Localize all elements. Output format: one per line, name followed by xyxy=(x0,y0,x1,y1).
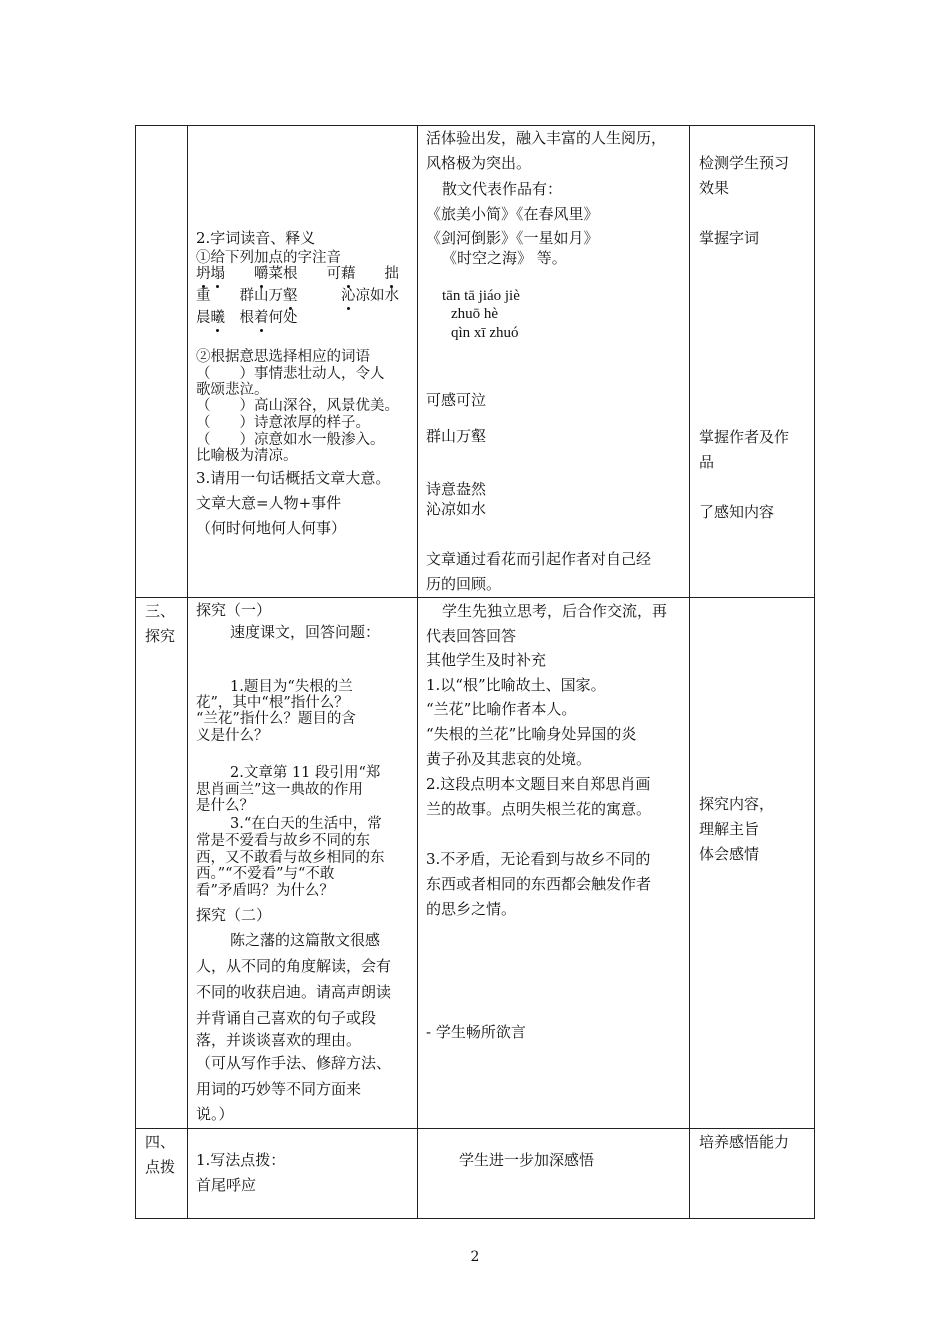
goal-text: 培养感悟能力 xyxy=(699,1133,790,1151)
explore-answer: 3.不矛盾，无论看到与故乡不同的 xyxy=(426,850,651,868)
q1-words-row3: 晨曦 根着何处 xyxy=(196,310,298,326)
explore1-q2: 2.文章第 11 段引用“郑 xyxy=(230,765,381,781)
author-intro: 活体验出发，融入丰富的人生阅历， xyxy=(426,129,667,147)
explore-answer: 的思乡之情。 xyxy=(426,900,517,918)
explore2-text: 不同的收获启迪。请高声朗读 xyxy=(196,983,392,1001)
goal-text: 理解主旨 xyxy=(699,820,760,838)
explore-answer: 东西或者相同的东西都会触发作者 xyxy=(426,875,652,893)
column-divider xyxy=(417,126,418,1218)
word-answer: 群山万壑 xyxy=(426,427,487,445)
row-divider xyxy=(136,597,814,598)
explore-answer: 黄子孙及其悲哀的处境。 xyxy=(426,750,592,768)
student-activity: 代表回答回答 xyxy=(426,627,517,645)
word-answer: 可感可泣 xyxy=(426,391,487,409)
pinyin-answer: tān tā jiáo jiè xyxy=(442,288,520,304)
explore1-title: 探究（一） xyxy=(196,601,272,619)
q2-title: ②根据意思选择相应的词语 xyxy=(196,349,370,365)
explore-answer: 兰的故事。点明失根兰花的寓意。 xyxy=(426,800,652,818)
pinyin-answer: zhuō hè xyxy=(451,306,499,322)
student-activity: 其他学生及时补充 xyxy=(426,651,547,669)
works-list: 《剑河倒影》《一星如月》 xyxy=(426,229,599,247)
explore1-q2: 思肖画兰”这一典故的作用 xyxy=(196,782,363,798)
explore1-q3: 看”矛盾吗？为什么？ xyxy=(196,883,334,899)
row-divider xyxy=(136,1128,814,1129)
explore2-text: 用词的巧妙等不同方面来 xyxy=(196,1080,362,1098)
column-divider xyxy=(689,126,690,1218)
section2-title: 2.字词读音、释义 xyxy=(196,229,316,247)
explore1-q3: 3.“在白天的生活中，常 xyxy=(230,816,382,832)
q1-words-row2: 重 群山万壑 沁凉如水 xyxy=(196,288,399,304)
guidance-item: 1.写法点拨： xyxy=(196,1151,286,1169)
section-number-3: 三、 xyxy=(145,602,176,620)
q2-line4: （ ）诗意浓厚的样子。 xyxy=(196,415,370,431)
goal-text: 掌握字词 xyxy=(699,229,760,247)
explore1-q1: 1.题目为“失根的兰 xyxy=(230,679,353,695)
q3-hint: （何时何地何人何事） xyxy=(196,519,347,537)
explore-answer: 1.以“根”比喻故土、国家。 xyxy=(426,676,606,694)
explore1-q3: 西，又不敢看与故乡相同的东 xyxy=(196,850,385,866)
q2-line1: （ ）事情悲壮动人，令人 xyxy=(196,366,385,382)
explore-answer: “失根的兰花”比喻身处异国的炎 xyxy=(426,725,637,743)
goal-text: 体会感情 xyxy=(699,845,760,863)
q2-line3: （ ）高山深谷，风景优美。 xyxy=(196,398,399,414)
student-activity: 学生进一步加深感悟 xyxy=(459,1151,595,1169)
explore-answer: 2.这段点明本文题目来自郑思肖画 xyxy=(426,775,651,793)
page-number: 2 xyxy=(470,1249,480,1265)
explore2-text: 说。） xyxy=(196,1105,234,1123)
q2-line2: 歌颂悲泣。 xyxy=(196,382,269,398)
explore2-text: 陈之藩的这篇散文很感 xyxy=(230,931,381,949)
q3: 3.请用一句话概括文章大意。 xyxy=(196,469,391,487)
explore1-intro: 速度课文，回答问题： xyxy=(230,623,381,641)
explore1-q2: 是什么？ xyxy=(196,798,254,814)
explore1-q1: 花”，其中“根”指什么？ xyxy=(196,695,349,711)
word-answer: 诗意盎然 xyxy=(426,480,487,498)
q1-words-row1: 坍塌 嚼菜根 可藉 拙 xyxy=(196,266,399,282)
q2-line5: （ ）凉意如水一般渗入。 xyxy=(196,432,385,448)
author-intro: 风格极为突出。 xyxy=(426,154,532,172)
explore2-text: 人，从不同的角度解读，会有 xyxy=(196,957,392,975)
goal-text: 了感知内容 xyxy=(699,503,775,521)
student-activity: 学生先独立思考，后合作交流，再 xyxy=(442,602,668,620)
student-activity: - 学生畅所欲言 xyxy=(426,1023,526,1041)
goal-text: 掌握作者及作 xyxy=(699,428,790,446)
goal-text: 效果 xyxy=(699,179,730,197)
explore1-q3: 常是不爱看与故乡不同的东 xyxy=(196,833,370,849)
guidance-item: 首尾呼应 xyxy=(196,1176,257,1194)
q3-formula: 文章大意=人物+事件 xyxy=(196,494,342,512)
explore2-text: （可从写作手法、修辞方法、 xyxy=(196,1054,392,1072)
works-list: 《旅美小简》《在春风里》 xyxy=(426,205,599,223)
section-number-4: 四、 xyxy=(145,1133,176,1151)
explore1-q1: “兰花”指什么？题目的含 xyxy=(196,711,356,727)
section-name-guidance: 点拨 xyxy=(145,1158,176,1176)
pinyin-answer: qìn xī zhuó xyxy=(451,325,519,341)
goal-text: 检测学生预习 xyxy=(699,154,790,172)
works-list: 《时空之海》 等。 xyxy=(442,249,567,267)
goal-text: 探究内容， xyxy=(699,795,775,813)
section-name-explore: 探究 xyxy=(145,627,176,645)
explore2-title: 探究（二） xyxy=(196,906,272,924)
summary-answer: 历的回顾。 xyxy=(426,575,502,593)
q1-title: ①给下列加点的字注音 xyxy=(196,250,341,266)
explore2-text: 落，并谈谈喜欢的理由。 xyxy=(196,1031,362,1049)
word-answer: 沁凉如水 xyxy=(426,500,487,518)
summary-answer: 文章通过看花而引起作者对自己经 xyxy=(426,550,652,568)
explore1-q3: 西。”“不爱看”与“不敢 xyxy=(196,866,335,882)
q2-line6: 比喻极为清凉。 xyxy=(196,448,298,464)
column-divider xyxy=(187,126,188,1218)
goal-text: 品 xyxy=(699,453,715,471)
works-title: 散文代表作品有： xyxy=(442,180,563,198)
explore2-text: 并背诵自己喜欢的句子或段 xyxy=(196,1009,377,1027)
explore1-q1: 义是什么？ xyxy=(196,728,269,744)
explore-answer: “兰花”比喻作者本人。 xyxy=(426,700,577,718)
